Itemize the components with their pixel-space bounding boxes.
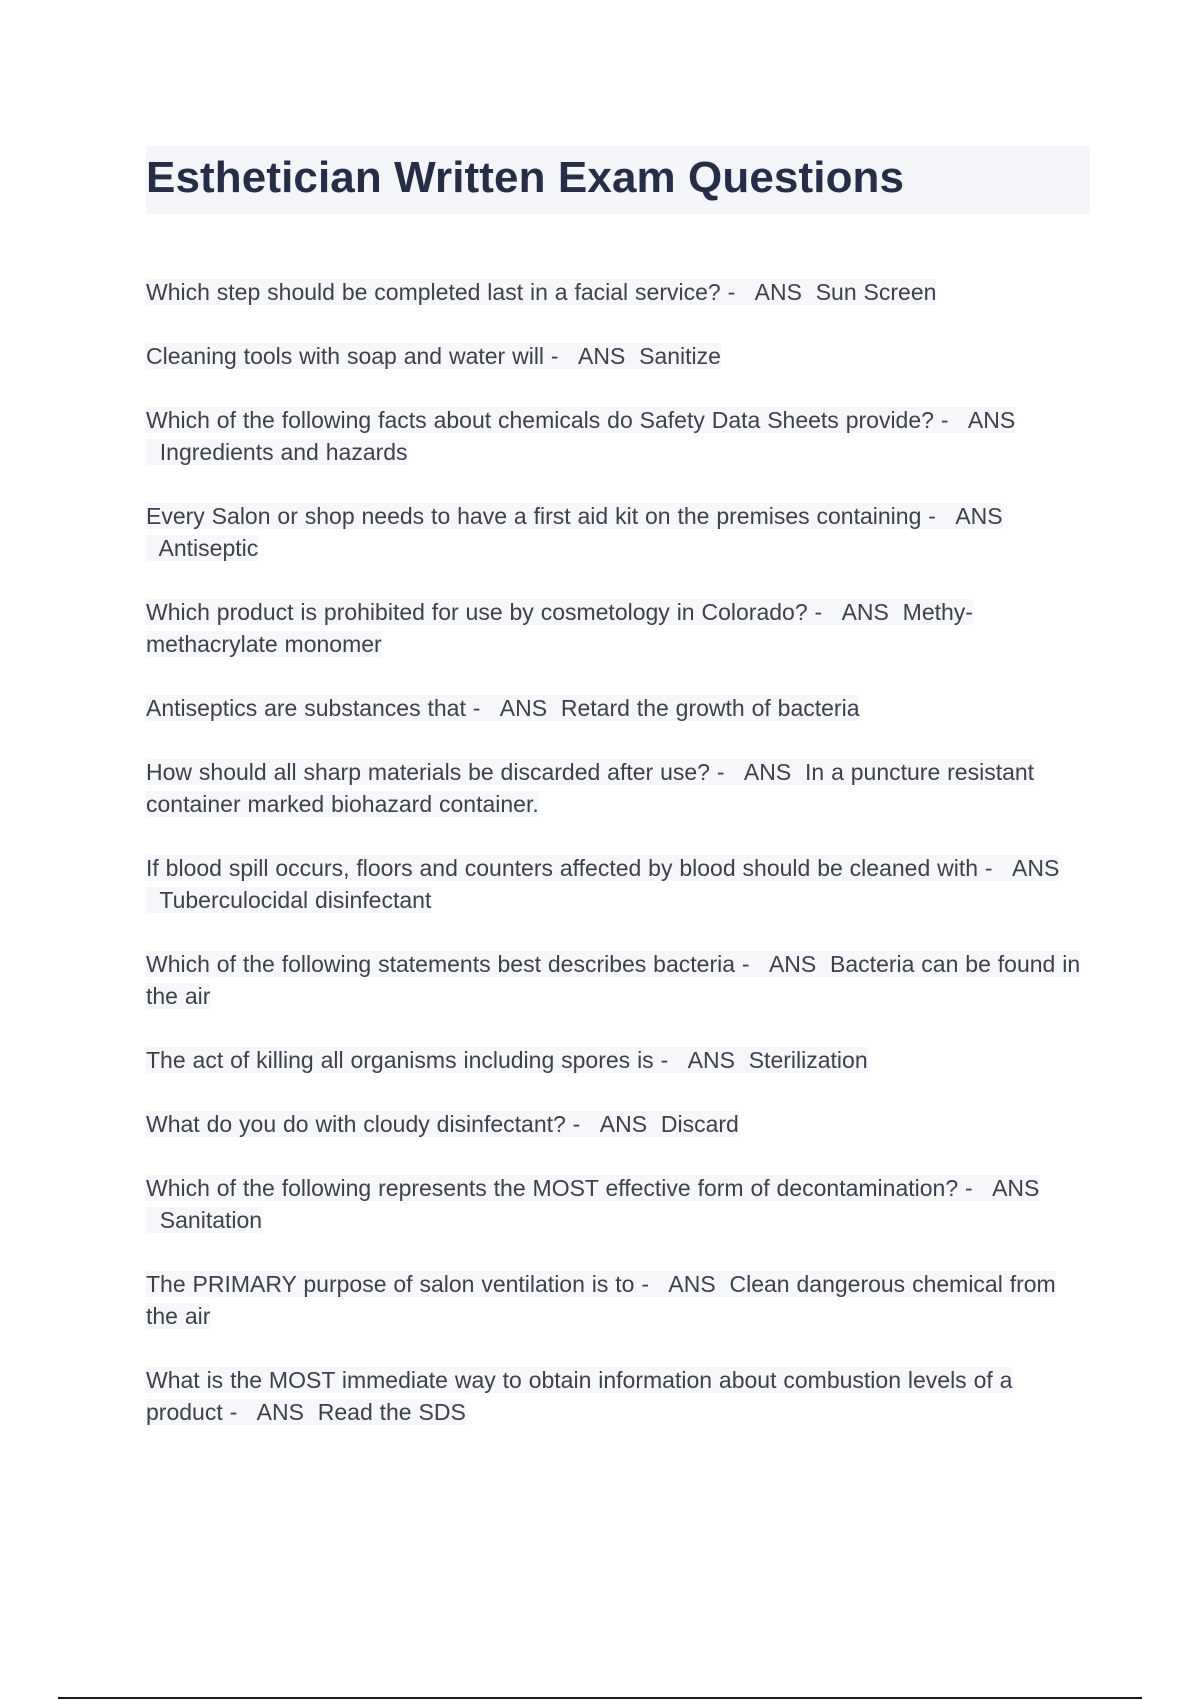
- qa-item: [146, 404, 1090, 468]
- qa-item: [146, 1044, 1090, 1076]
- answer-text: Tuberculocidal disinfectant: [159, 887, 432, 913]
- question-text: What is the MOST immediate way to obtain information about combustion levels of a product -: [146, 1367, 1013, 1425]
- question-text: Which product is prohibited for use by cosmetology in Colorado? -: [146, 599, 823, 625]
- qa-item: [146, 1268, 1090, 1332]
- ans-label: ANS: [841, 599, 889, 625]
- ans-label: ANS: [967, 407, 1016, 433]
- ans-label: ANS: [768, 951, 817, 977]
- answer-text: Methy-methacrylate monomer: [146, 599, 973, 657]
- question-text: Cleaning tools with soap and water will -: [146, 343, 559, 369]
- title-banner: [146, 146, 1090, 214]
- question-text: What do you do with cloudy disinfectant? -: [146, 1111, 581, 1137]
- qa-item: [146, 948, 1090, 1012]
- question-text: The act of killing all organisms including spores is -: [146, 1047, 669, 1073]
- question-text: If blood spill occurs, floors and counters affected by blood should be cleaned with -: [146, 855, 993, 881]
- ans-label: ANS: [599, 1111, 648, 1137]
- qa-item: [146, 596, 1090, 660]
- ans-label: ANS: [955, 503, 1003, 529]
- question-text: Every Salon or shop needs to have a first aid kit on the premises containing -: [146, 503, 936, 529]
- qa-item: [146, 1172, 1090, 1236]
- answer-text: Discard: [660, 1111, 739, 1137]
- ans-label: ANS: [992, 1175, 1040, 1201]
- qa-list: [146, 276, 1090, 1460]
- answer-text: Ingredients and hazards: [159, 439, 408, 465]
- qa-item: [146, 276, 1090, 308]
- answer-text: Bacteria can be found in the air: [146, 951, 1081, 1009]
- qa-item: [146, 1108, 1090, 1140]
- question-text: Which of the following facts about chemicals do Safety Data Sheets provide? -: [146, 407, 949, 433]
- answer-text: Retard the growth of bacteria: [560, 695, 860, 721]
- qa-item: [146, 756, 1090, 820]
- answer-text: Sanitation: [159, 1207, 263, 1233]
- ans-label: ANS: [1012, 855, 1060, 881]
- ans-label: ANS: [754, 279, 802, 305]
- answer-text: Sun Screen: [815, 279, 937, 305]
- question-text: Which of the following represents the MOST effective form of decontamination? -: [146, 1175, 973, 1201]
- ans-label: ANS: [256, 1399, 304, 1425]
- question-text: The PRIMARY purpose of salon ventilation is to -: [146, 1271, 650, 1297]
- question-text: How should all sharp materials be discarded after use? -: [146, 759, 725, 785]
- qa-item: [146, 1364, 1090, 1428]
- ans-label: ANS: [668, 1271, 716, 1297]
- question-text: Which of the following statements best describes bacteria -: [146, 951, 750, 977]
- question-text: Antiseptics are substances that -: [146, 695, 481, 721]
- ans-label: ANS: [743, 759, 792, 785]
- qa-item: [146, 340, 1090, 372]
- answer-text: Sterilization: [748, 1047, 868, 1073]
- qa-item: [146, 692, 1090, 724]
- qa-item: [146, 500, 1090, 564]
- page-title: Esthetician Written Exam Questions: [146, 153, 905, 202]
- ans-label: ANS: [687, 1047, 735, 1073]
- qa-item: [146, 852, 1090, 916]
- answer-text: In a puncture resistant container marked biohazard container.: [146, 759, 1035, 817]
- answer-text: Read the SDS: [317, 1399, 466, 1425]
- answer-text: Clean dangerous chemical from the air: [146, 1271, 1056, 1329]
- question-text: Which step should be completed last in a facial service? -: [146, 279, 736, 305]
- answer-text: Antiseptic: [158, 535, 259, 561]
- ans-label: ANS: [499, 695, 548, 721]
- bottom-rule: [58, 1697, 1142, 1699]
- answer-text: Sanitize: [639, 343, 721, 369]
- ans-label: ANS: [578, 343, 626, 369]
